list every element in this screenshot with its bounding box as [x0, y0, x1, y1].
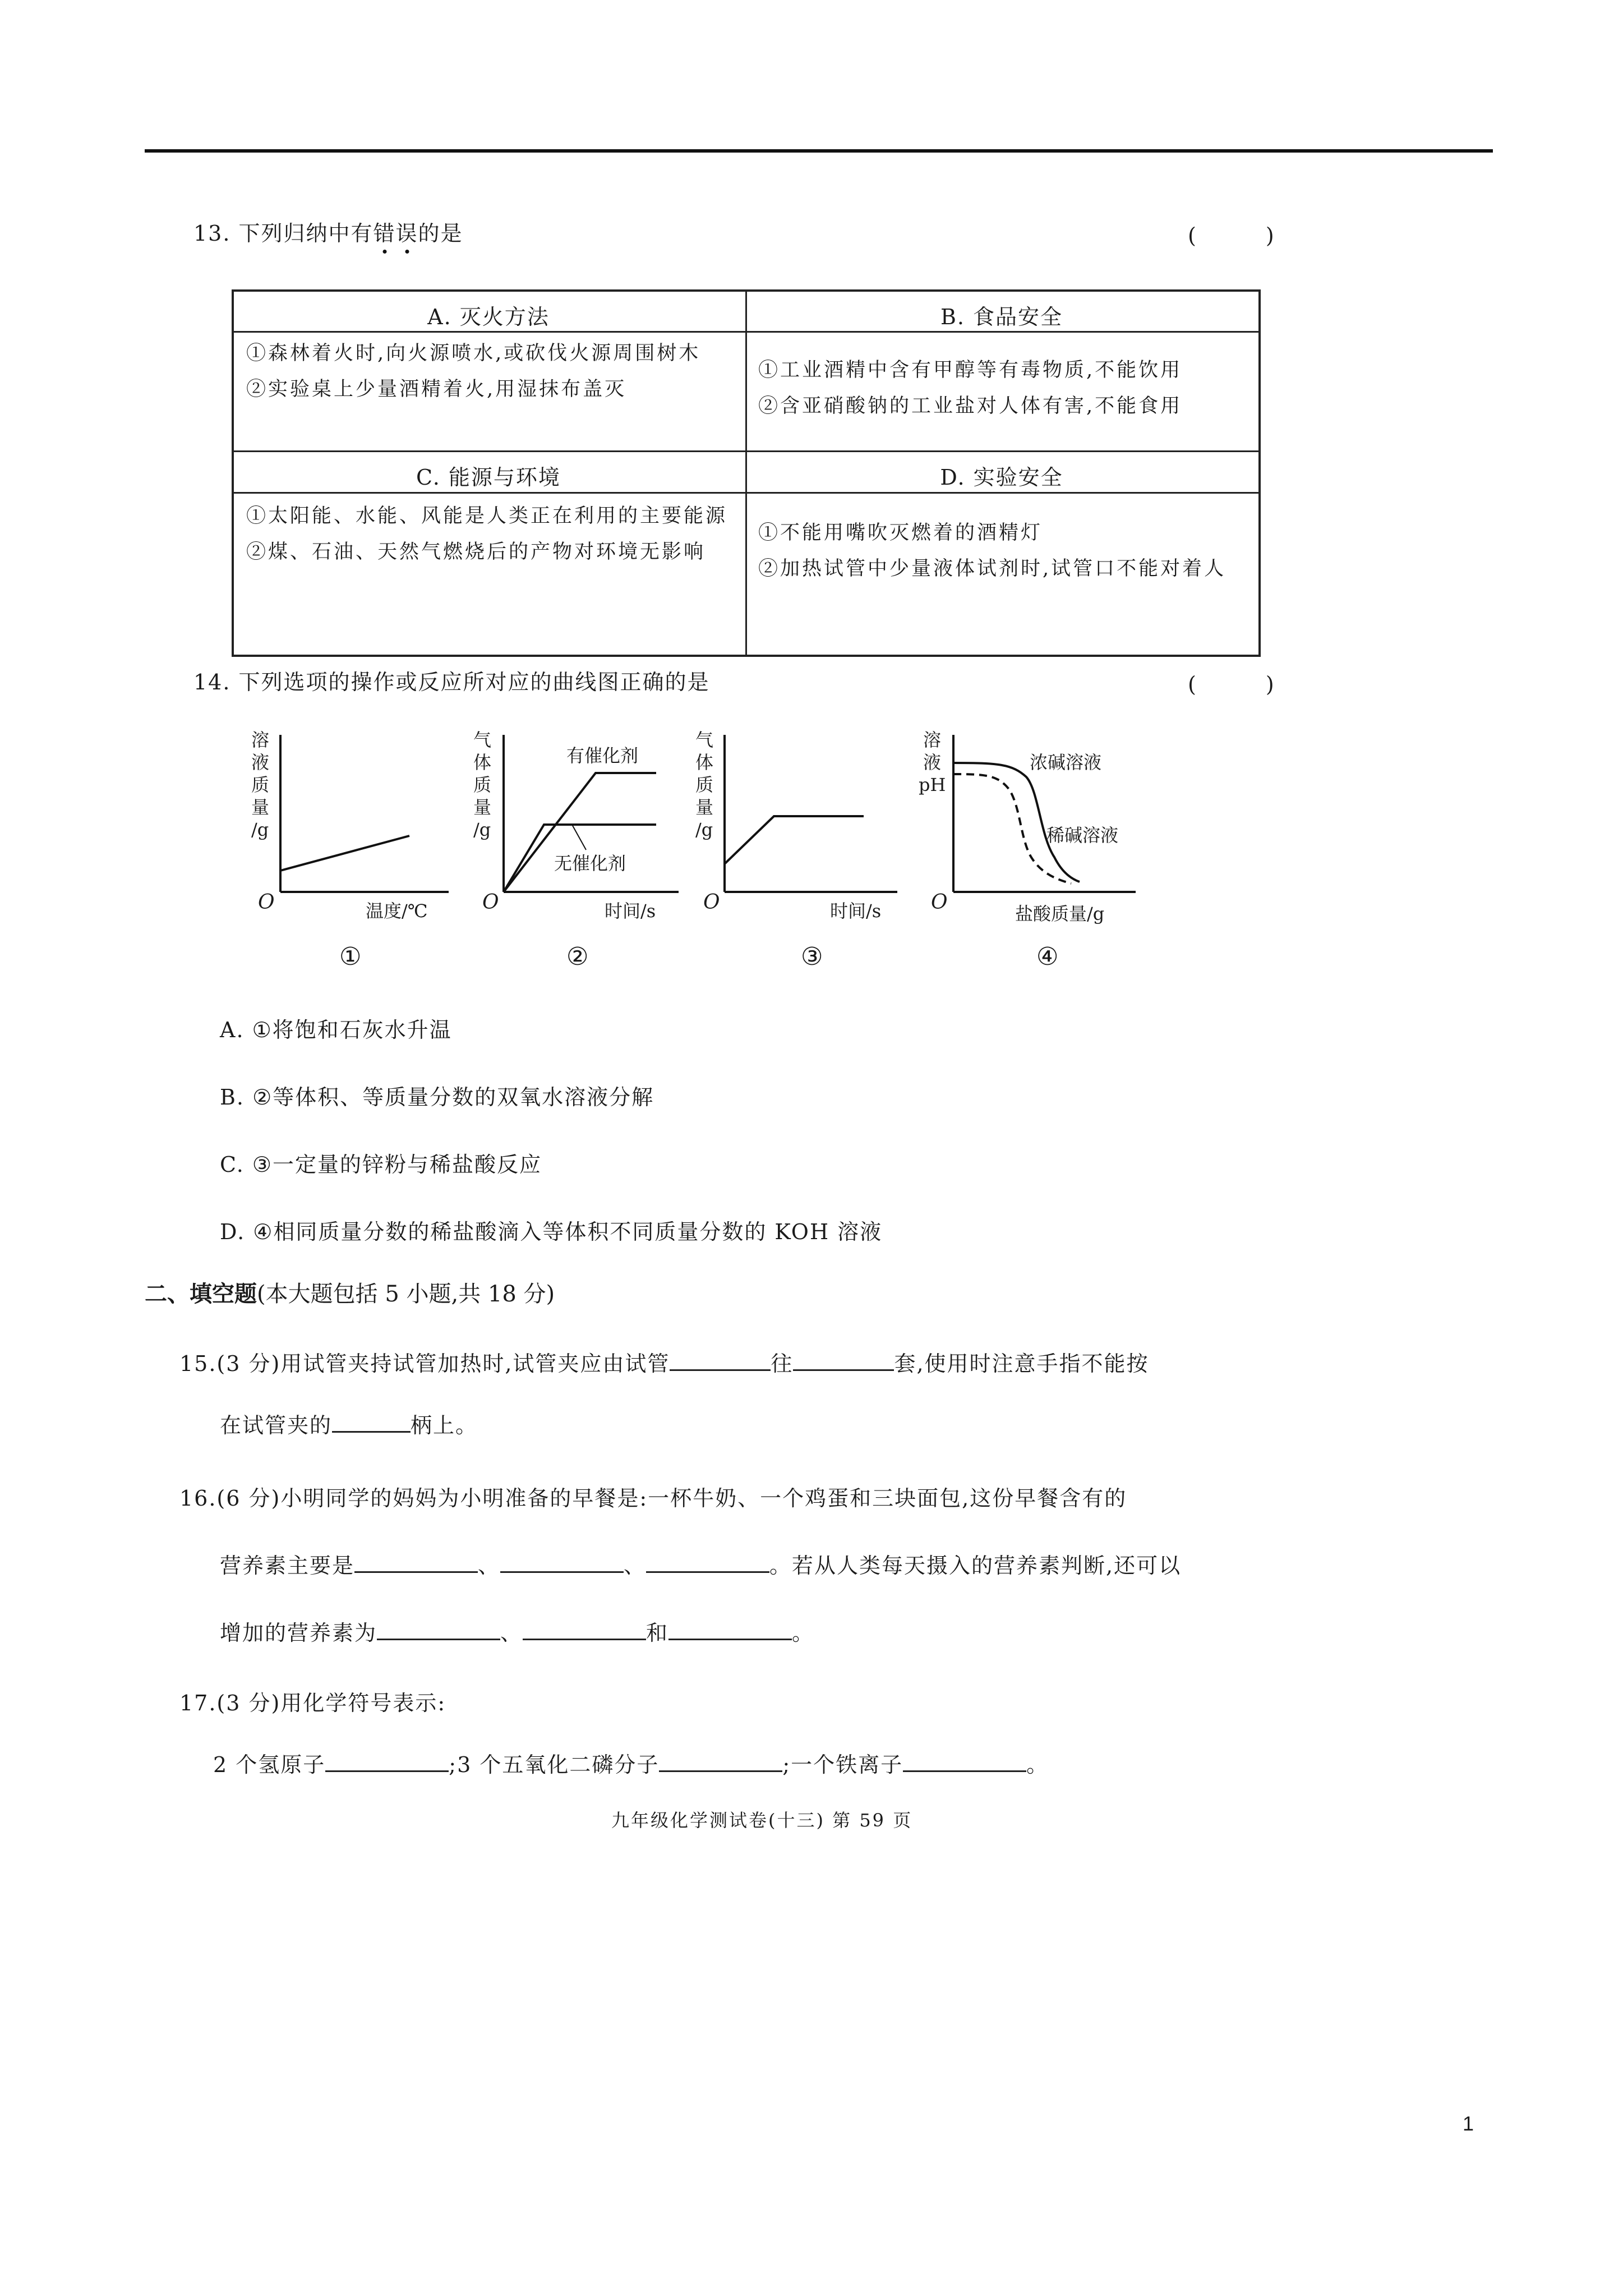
- q17-text: 2 个氢原子: [213, 1752, 326, 1777]
- section-title: 二、填空题: [145, 1281, 257, 1307]
- page-number: 1: [1463, 2112, 1474, 2135]
- table-divider: [234, 331, 1258, 333]
- cell-c-item-2: ②煤、石油、天然气燃烧后的产物对环境无影响: [246, 541, 706, 563]
- chart-3-ylabel-line: /g: [695, 819, 713, 840]
- table-divider: [234, 492, 1258, 494]
- question-16-line-3: [220, 1616, 814, 1646]
- page-footer: 九年级化学测试卷(十三) 第 59 页: [611, 1810, 913, 1831]
- chart-3-ylabel-line: 量: [695, 797, 714, 818]
- section-note: (本大题包括 5 小题,共 18 分): [257, 1281, 555, 1307]
- cell-a: [246, 335, 740, 407]
- option-a[interactable]: A. ①将饱和石灰水升温: [220, 1018, 452, 1042]
- q16-text: 、: [624, 1553, 647, 1578]
- cell-a-item-2: ②实验桌上少量酒精着火,用湿抹布盖灭: [246, 378, 627, 401]
- cell-b-item-2: ②含亚硝酸钠的工业盐对人体有害,不能食用: [758, 395, 1183, 417]
- q16-text: 、: [500, 1621, 523, 1645]
- answer-blank[interactable]: [670, 1350, 771, 1371]
- chart-1-ylabel-line: 质: [251, 774, 270, 795]
- chart-2-number: ②: [566, 942, 589, 971]
- chart-3-ylabel-line: 质: [695, 774, 714, 795]
- q17-text: ;3 个五氧化二磷分子: [449, 1752, 660, 1777]
- answer-blank[interactable]: [332, 1412, 411, 1433]
- chart-2-ylabel-line: 质: [473, 774, 492, 795]
- chart-2-leader: [572, 825, 586, 850]
- stem-end: 的是: [418, 221, 463, 246]
- emphasis-dot: [405, 250, 409, 254]
- q15-text: 往: [771, 1351, 794, 1376]
- chart-3-xlabel: 时间/s: [830, 900, 882, 922]
- chart-4-ylabel-line: pH: [919, 774, 946, 795]
- chart-1-xlabel: 温度/℃: [366, 900, 428, 922]
- stem-text: 13. 下列归纳中有: [193, 221, 374, 246]
- chart-1-ylabel-line: /g: [251, 819, 269, 840]
- chart-2: [465, 724, 701, 961]
- cell-a-item-1: ①森林着火时,向火源喷水,或砍伐火源周围树木: [246, 342, 701, 365]
- question-17-stem: 17.(3 分)用化学符号表示:: [179, 1691, 446, 1715]
- answer-blank[interactable]: [668, 1619, 792, 1640]
- chart-1-svg: [236, 724, 471, 959]
- answer-blank[interactable]: [903, 1751, 1026, 1772]
- chart-4-number: ④: [1036, 942, 1059, 971]
- cell-head-d: D. 实验安全: [940, 465, 1063, 490]
- q16-text: 和: [646, 1621, 669, 1645]
- option-c[interactable]: C. ③一定量的锌粉与稀盐酸反应: [220, 1152, 542, 1177]
- chart-2-curve-catalyst: [504, 773, 656, 892]
- chart-2-ylabel-line: /g: [473, 819, 491, 840]
- cell-d-item-2: ②加热试管中少量液体试剂时,试管口不能对着人: [758, 558, 1227, 580]
- cell-head-b: B. 食品安全: [940, 305, 1063, 329]
- cell-d-item-1: ①不能用嘴吹灭燃着的酒精灯: [758, 522, 1043, 544]
- chart-4-svg: [914, 724, 1172, 959]
- chart-4-ylabel: [919, 729, 946, 795]
- chart-2-series-label: 无催化剂: [554, 853, 626, 874]
- cell-head-a: A. 灭火方法: [427, 305, 550, 329]
- chart-3-svg: [690, 724, 925, 959]
- cell-d: [758, 515, 1252, 587]
- cell-c-item-1: ①太阳能、水能、风能是人类正在利用的主要能源: [246, 505, 728, 527]
- chart-4-ylabel-line: 溶: [923, 729, 942, 751]
- chart-4-series-label: 浓碱溶液: [1030, 752, 1102, 773]
- answer-paren-13[interactable]: ( ): [1188, 223, 1306, 248]
- answer-blank[interactable]: [523, 1619, 646, 1640]
- question-14-stem: 14. 下列选项的操作或反应所对应的曲线图正确的是: [193, 670, 710, 694]
- cell-b-item-1: ①工业酒精中含有甲醇等有毒物质,不能饮用: [758, 359, 1183, 381]
- question-15-line-2: [220, 1408, 478, 1439]
- chart-3-ylabel-line: 气: [695, 729, 714, 751]
- chart-4-origin: O: [931, 891, 948, 914]
- chart-2-series-label: 有催化剂: [566, 745, 639, 766]
- section-heading: [145, 1276, 555, 1308]
- table-divider: [234, 450, 1258, 452]
- chart-1: [236, 724, 471, 961]
- q15-text: 套,使用时注意手指不能按: [894, 1351, 1149, 1376]
- chart-2-xlabel: 时间/s: [605, 900, 656, 922]
- chart-1-curve: [280, 836, 409, 871]
- answer-blank[interactable]: [377, 1619, 500, 1640]
- q15-text: 柄上。: [411, 1413, 478, 1438]
- chart-3: [690, 724, 925, 961]
- chart-3-number: ③: [801, 942, 823, 971]
- chart-4-ylabel-line: 液: [923, 752, 942, 773]
- chart-1-ylabel: [251, 729, 269, 840]
- option-b[interactable]: B. ②等体积、等质量分数的双氧水溶液分解: [220, 1085, 654, 1110]
- chart-3-origin: O: [703, 891, 720, 914]
- chart-4-series-label: 稀碱溶液: [1046, 825, 1119, 846]
- question-13-stem: [193, 216, 463, 247]
- chart-2-svg: [465, 724, 701, 959]
- cell-head-c: C. 能源与环境: [416, 465, 561, 490]
- answer-blank[interactable]: [659, 1751, 782, 1772]
- chart-1-ylabel-line: 量: [251, 797, 270, 818]
- q15-text: 15.(3 分)用试管夹持试管加热时,试管夹应由试管: [179, 1351, 670, 1376]
- chart-2-ylabel: [473, 729, 491, 840]
- chart-2-origin: O: [482, 891, 499, 914]
- cell-b: [758, 352, 1252, 424]
- chart-3-ylabel: [695, 729, 713, 840]
- q16-text: 。: [792, 1621, 815, 1645]
- emphasis-dot: [382, 250, 386, 254]
- answer-blank[interactable]: [793, 1350, 894, 1371]
- chart-4: [914, 724, 1172, 961]
- chart-4-curve-concentrated: [953, 763, 1080, 882]
- chart-1-origin: O: [258, 891, 275, 914]
- question-16-line-2: [220, 1548, 1181, 1579]
- answer-paren-14[interactable]: ( ): [1188, 672, 1306, 697]
- q17-text: 。: [1026, 1752, 1049, 1777]
- top-rule: [145, 149, 1493, 153]
- emphasis-word: 错误: [374, 221, 418, 246]
- chart-3-curve: [725, 816, 864, 864]
- answer-blank[interactable]: [646, 1552, 769, 1573]
- chart-2-ylabel-line: 体: [473, 752, 492, 773]
- q17-text: ;一个铁离子: [782, 1752, 903, 1777]
- question-17-line: [213, 1747, 1049, 1778]
- chart-1-ylabel-line: 液: [251, 752, 270, 773]
- question-15-line-1: [179, 1346, 1149, 1377]
- q13-table: [232, 289, 1261, 657]
- q15-text: 在试管夹的: [220, 1413, 333, 1438]
- chart-3-ylabel-line: 体: [695, 752, 714, 773]
- question-16-line-1: 16.(6 分)小明同学的妈妈为小明准备的早餐是:一杯牛奶、一个鸡蛋和三块面包,这份早餐含有的: [179, 1486, 1127, 1511]
- cell-c: [246, 498, 740, 570]
- chart-2-ylabel-line: 量: [473, 797, 492, 818]
- chart-1-number: ①: [339, 942, 362, 971]
- q16-text: 。若从人类每天摄入的营养素判断,还可以: [769, 1553, 1182, 1578]
- q16-text: 营养素主要是: [220, 1553, 355, 1578]
- answer-blank[interactable]: [354, 1552, 478, 1573]
- chart-1-ylabel-line: 溶: [251, 729, 270, 751]
- option-d[interactable]: D. ④相同质量分数的稀盐酸滴入等体积不同质量分数的 KOH 溶液: [220, 1220, 883, 1244]
- answer-blank[interactable]: [325, 1751, 449, 1772]
- chart-4-xlabel: 盐酸质量/g: [1015, 903, 1105, 924]
- answer-blank[interactable]: [500, 1552, 624, 1573]
- q16-text: 、: [478, 1553, 501, 1578]
- chart-2-ylabel-line: 气: [473, 729, 492, 751]
- q16-text: 增加的营养素为: [220, 1621, 377, 1645]
